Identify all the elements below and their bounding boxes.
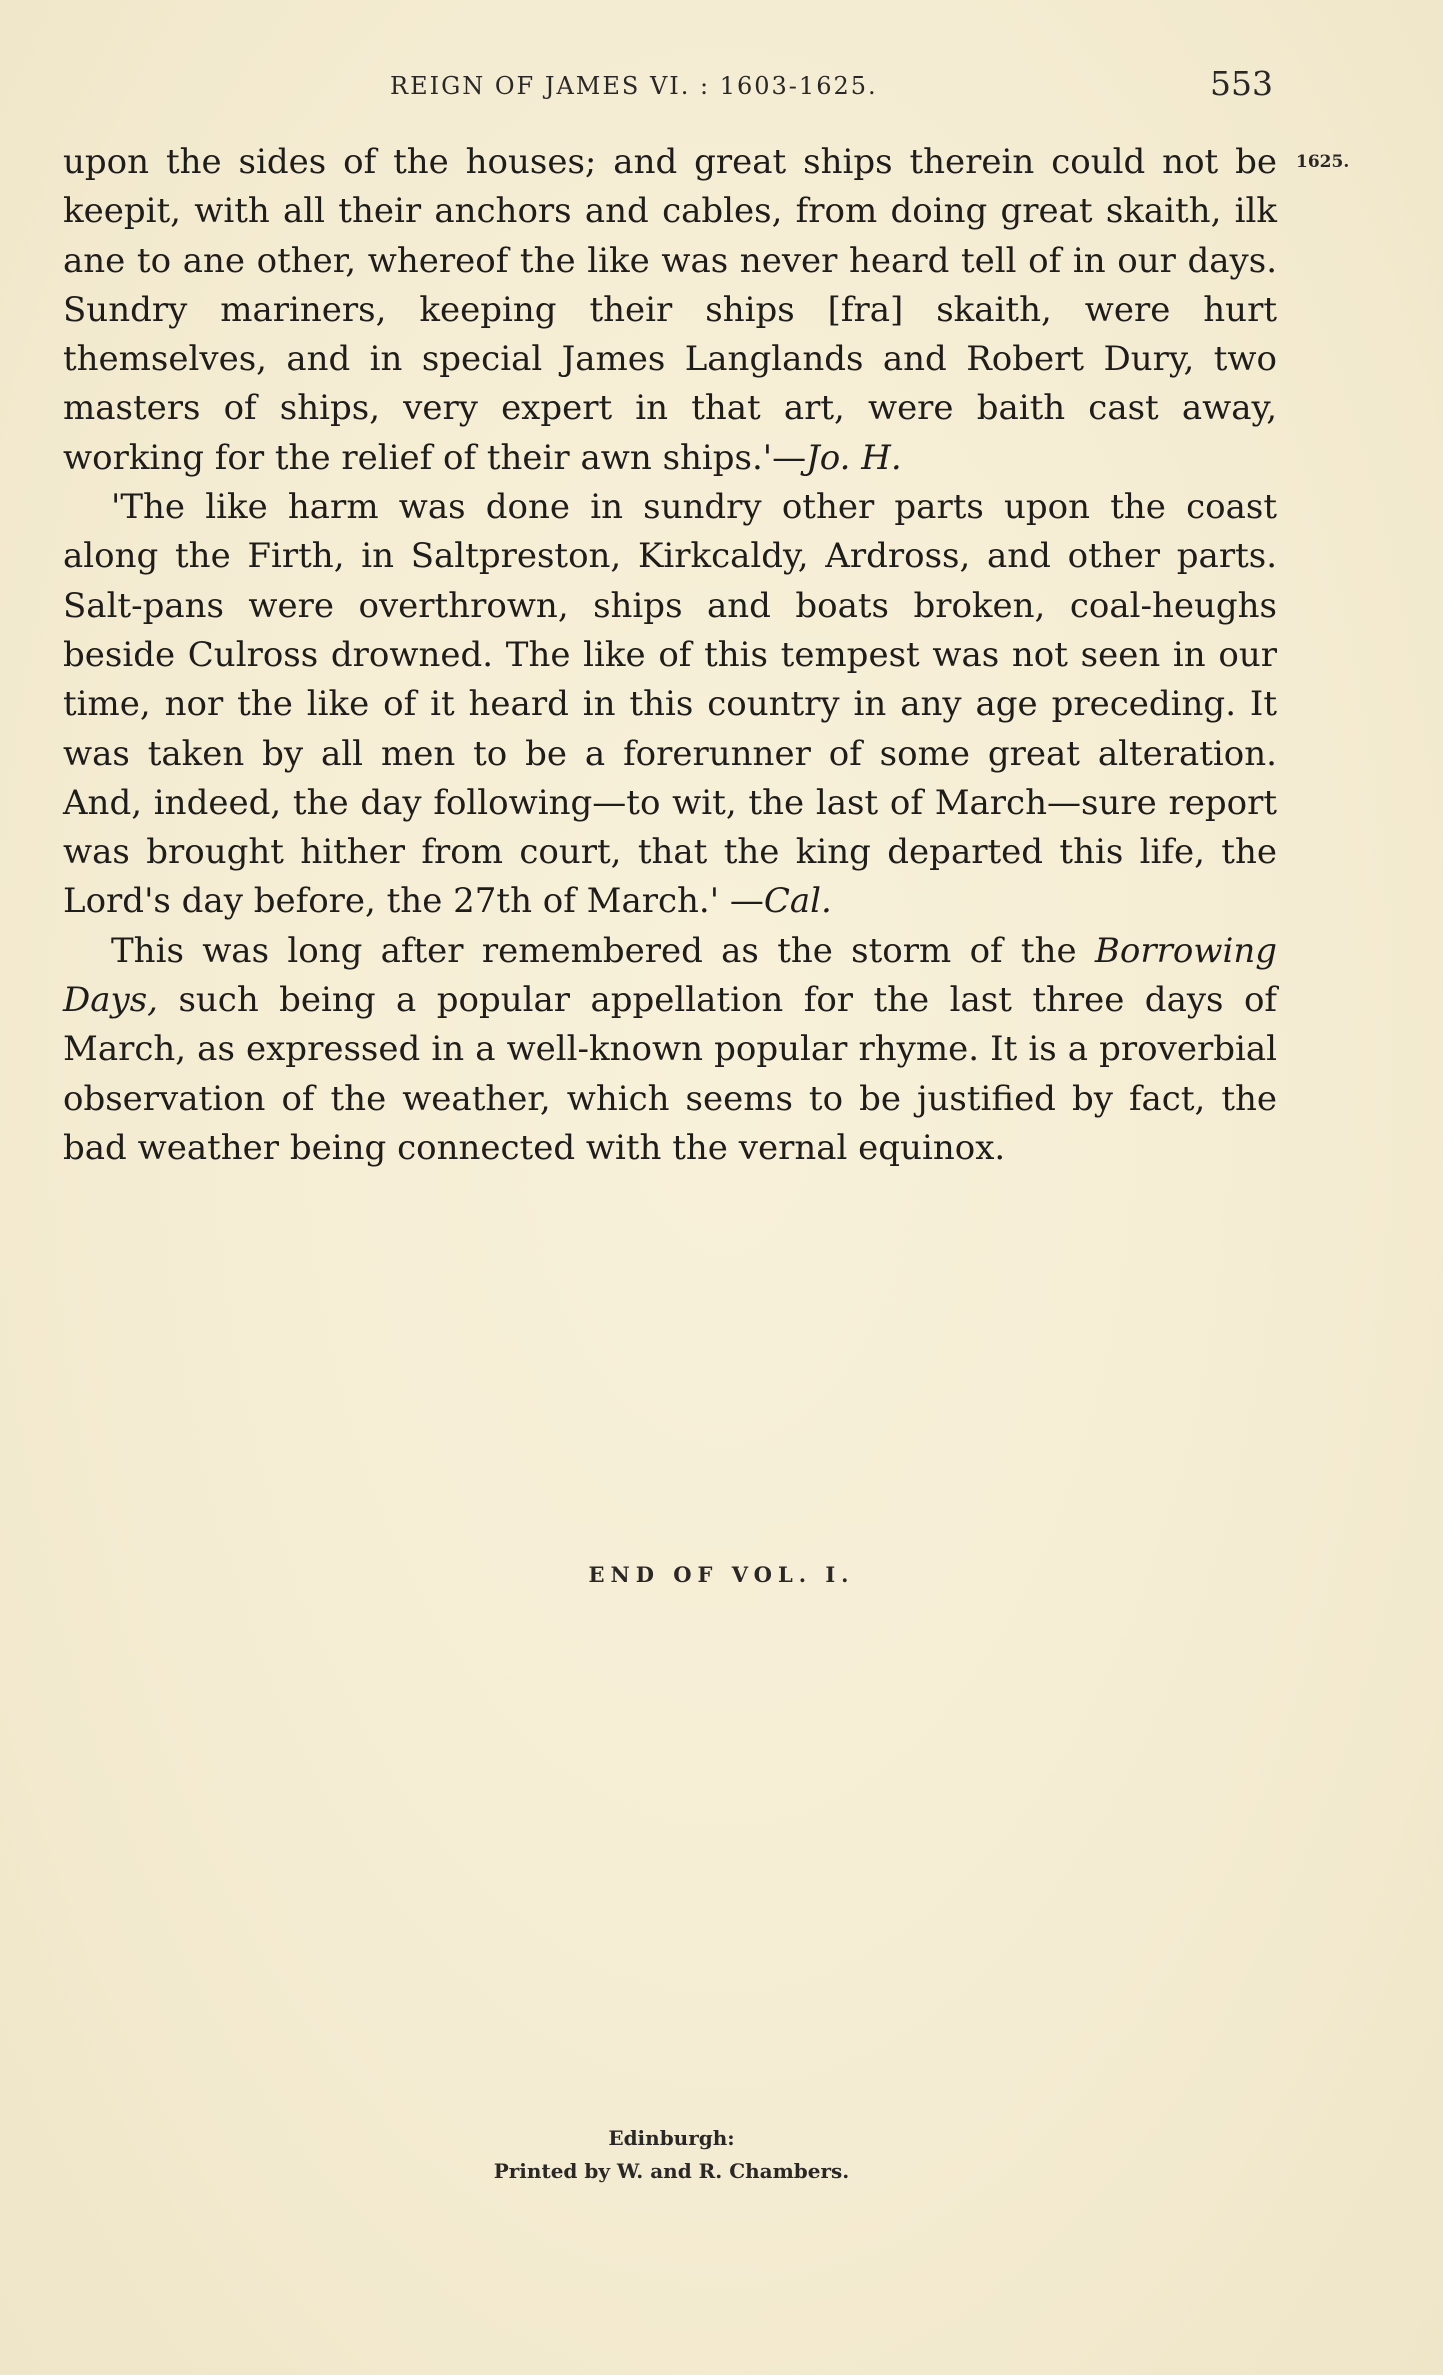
citation-jo-h: Jo. H. xyxy=(806,437,902,478)
paragraph-2 xyxy=(63,483,1277,927)
paragraph-3 xyxy=(63,927,1277,1173)
paragraph-1-text: upon the sides of the houses; and great ships therein could not be keepit, with all their anchors and cables, from doing great skaith, ilk ane to ane other, whereof the like was never heard tell of in our days. Sundry mariners, keeping their ships [fra] skaith, were hurt themselves, and in special James Langlands and Robert Dury, two masters of ships, very expert in that art, were baith cast away, working for the relief of their awn ships.'— xyxy=(63,142,1277,478)
paragraph-3-text-a: This was long after remembered as the storm of the xyxy=(111,930,1095,971)
citation-cal: Cal. xyxy=(763,881,832,922)
paragraph-2-text: 'The like harm was done in sundry other parts upon the coast along the Firth, in Saltpreston, Kirkcaldy, Ardross, and other parts. Salt-pans were overthrown, ships and boats broken, coal-heughs beside Culross drowned. The like of this tempest was not seen in our time, nor the like of it heard in this country in any age preceding. It was taken by all men to be a forerunner of some great alteration. And, indeed, the day following—to wit, the last of March—sure report was brought hither from court, that the king departed this life, the Lord's day before, the 27th of March.' — xyxy=(63,487,1277,922)
body-text xyxy=(63,138,1277,1173)
page-number: 553 xyxy=(1210,64,1273,103)
margin-year-note: 1625. xyxy=(1296,152,1350,172)
borrowing-days-term: Borrowing Days, xyxy=(63,930,1277,1021)
end-of-volume: END OF VOL. I. xyxy=(588,1562,855,1587)
imprint xyxy=(0,2122,1343,2188)
imprint-place: Edinburgh: xyxy=(608,2126,735,2150)
paragraph-1 xyxy=(63,138,1277,483)
paragraph-3-text-b: such being a popular appellation for the last three days of March, as expressed in a well-known popular rhyme. It is a proverbial observation of the weather, which seems to be justified by fact, the bad weather being connected with the vernal equinox. xyxy=(63,980,1277,1168)
imprint-printer: Printed by W. and R. Chambers. xyxy=(493,2159,850,2183)
running-head: REIGN OF JAMES VI. : 1603-1625. xyxy=(390,72,878,100)
